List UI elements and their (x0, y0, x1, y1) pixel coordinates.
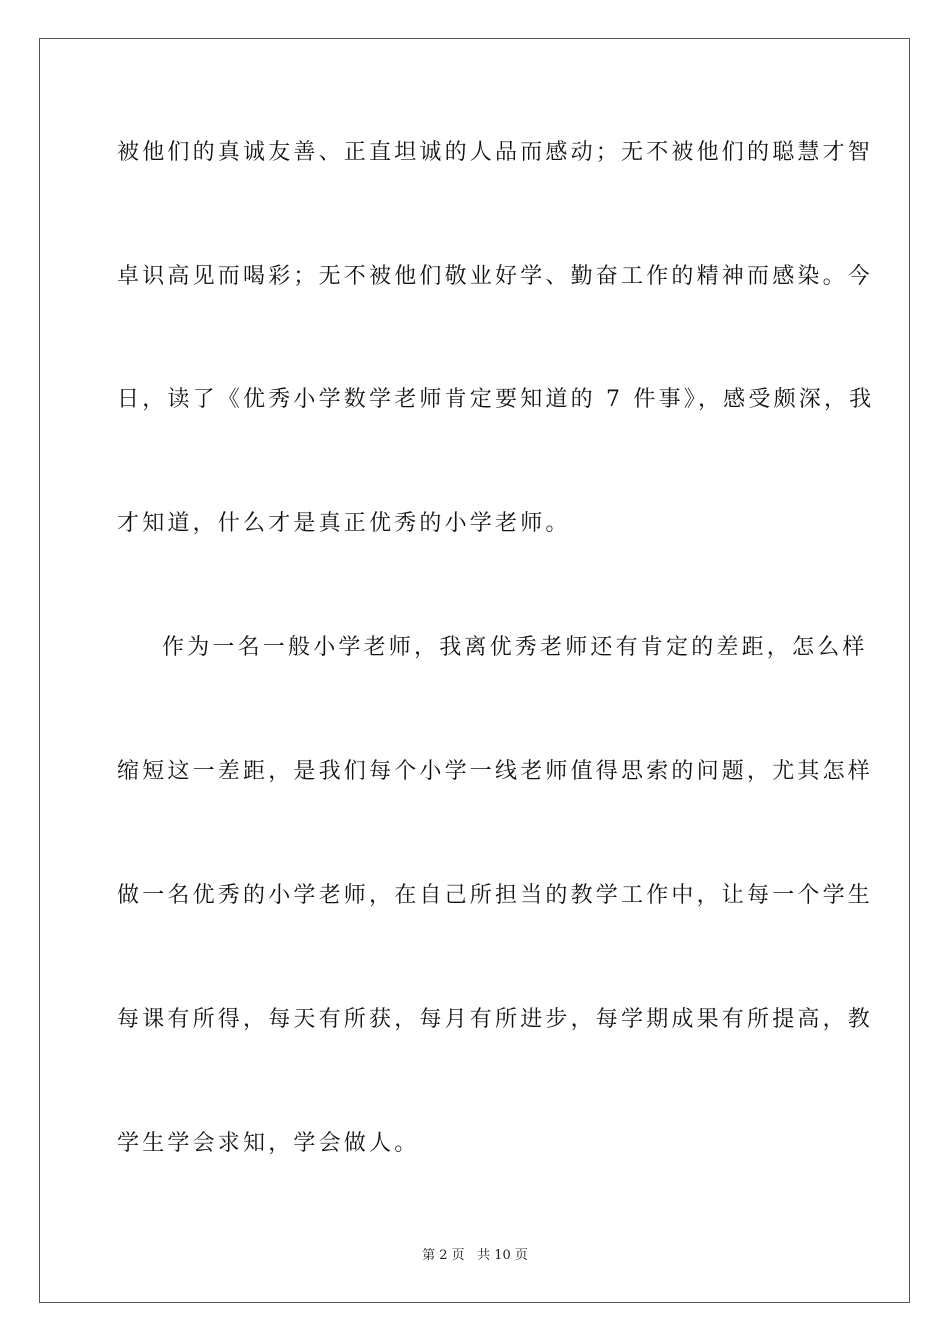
text-line-5: 作为一名一般小学老师，我离优秀老师还有肯定的差距，怎么样 (162, 635, 868, 660)
text-line-2: 卓识高见而喝彩；无不被他们敬业好学、勤奋工作的精神而感染。今 (117, 264, 874, 289)
page-number: 第 2 页 (422, 1248, 465, 1263)
text-line-7: 做一名优秀的小学老师，在自己所担当的教学工作中，让每一个学生 (117, 883, 874, 908)
page-footer (0, 1247, 950, 1265)
text-line-3: 日，读了《优秀小学数学老师肯定要知道的 7 件事》，感受颇深，我 (117, 387, 875, 412)
text-line-8: 每课有所得，每天有所获，每月有所进步，每学期成果有所提高，教 (117, 1007, 874, 1032)
text-line-9: 学生学会求知，学会做人。 (117, 1131, 420, 1156)
text-line-4: 才知道，什么才是真正优秀的小学老师。 (117, 511, 571, 536)
text-line-1: 被他们的真诚友善、正直坦诚的人品而感动；无不被他们的聪慧才智 (117, 140, 874, 165)
page-total: 共 10 页 (477, 1248, 528, 1263)
page-border (39, 38, 910, 1303)
text-line-6: 缩短这一差距，是我们每个小学一线老师值得思索的问题，尤其怎样 (117, 759, 874, 784)
